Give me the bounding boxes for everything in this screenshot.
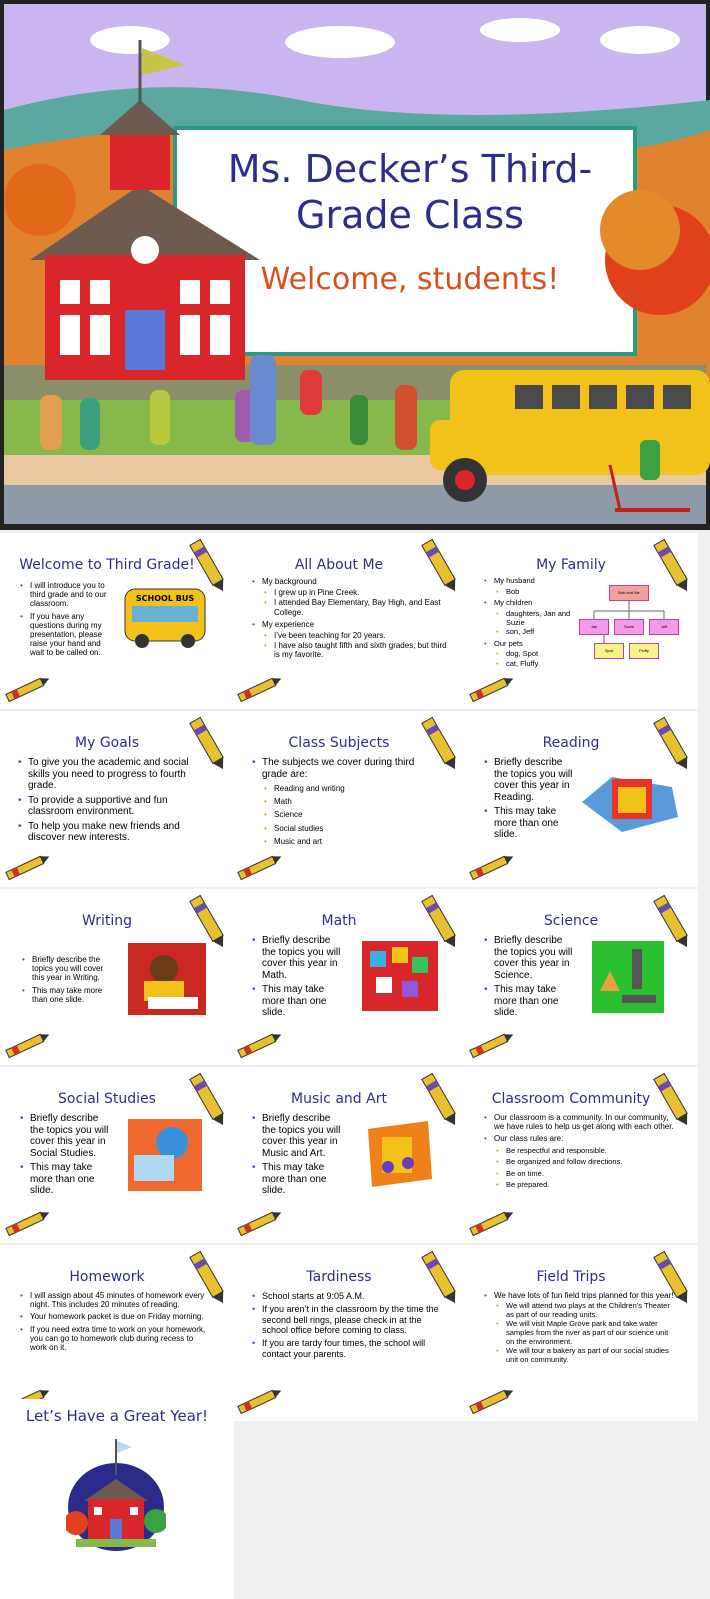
bullet-item: • To provide a supportive and fun classroom environment. (18, 795, 203, 818)
slide-all-about-me[interactable] (232, 533, 466, 709)
slide-title: Reading (542, 735, 600, 751)
sub-bullet-item: • Bob (494, 588, 579, 597)
sub-bullet-item: • Be respectful and responsible. (494, 1147, 674, 1156)
crayon-icon (234, 1209, 284, 1239)
crayon-icon (234, 1387, 284, 1417)
slide-title: All About Me (294, 557, 384, 573)
crayon-icon (2, 675, 52, 705)
sub-bullet-item: • son, Jeff (494, 628, 579, 637)
slide-bullets (18, 757, 203, 847)
bullet-item: • My experience • I’ve been teaching for 20 years. • I have also taught fifth and sixth grades, but third is my favorite. (252, 620, 447, 660)
bullet-item: • If you have any questions during my presentation, please raise your hand and wait to be called on. (20, 612, 112, 658)
sub-bullet-item: • We will visit Maple Grove park and take water samples from the river as part of our science unit on the environment. (494, 1320, 676, 1346)
slide-bullets (484, 1291, 676, 1368)
slide-title: Social Studies (58, 1091, 156, 1107)
sub-bullet-item: • I’ve been teaching for 20 years. (262, 631, 447, 640)
bullet-item: • My husband • Bob (484, 577, 579, 596)
slide-bullets (20, 1113, 115, 1200)
slide-science[interactable] (464, 889, 698, 1065)
slide-homework[interactable] (0, 1245, 234, 1421)
music-notes-icon (358, 1119, 438, 1191)
slide-social-studies[interactable] (0, 1067, 234, 1243)
slide-bullets (484, 935, 579, 1022)
sub-bullet-item: • I have also taught fifth and sixth grades, but third is my favorite. (262, 641, 447, 659)
slide-writing[interactable] (0, 889, 234, 1065)
slide-title: My Goals (75, 735, 139, 751)
sub-bullet-item: • I attended Bay Elementary, Bay High, and East College. (262, 598, 447, 616)
open-book-icon (582, 767, 678, 837)
crayon-icon (234, 675, 284, 705)
sub-bullet-item: • cat, Fluffy (494, 660, 579, 669)
bullet-item: • School starts at 9:05 A.M. (252, 1291, 442, 1301)
sub-bullet-item: • We will tour a bakery as part of our social studies unit on community. (494, 1347, 676, 1364)
crayon-icon (466, 1387, 516, 1417)
slide-my-goals[interactable] (0, 711, 234, 887)
slide-bullets (252, 1113, 347, 1200)
microscope-icon (592, 941, 664, 1013)
crayon-icon (2, 853, 52, 883)
slide-title: Field Trips (536, 1269, 606, 1285)
bullet-item: • Briefly describe the topics you will cover this year in Music and Art. (252, 1113, 347, 1159)
org-box-pet: Fluffy (629, 643, 659, 659)
sub-bullet-item: • Be prepared. (494, 1181, 674, 1190)
presentation-subtitle: Welcome, students! (260, 262, 560, 297)
org-box-pet: Spot (594, 643, 624, 659)
sub-bullet-item: • I grew up in Pine Creek. (262, 588, 447, 597)
sub-bullet-item: • Music and art (262, 837, 432, 846)
math-numbers-icon (362, 941, 438, 1011)
crayon-icon (466, 1209, 516, 1239)
bullet-item: • Our pets • dog, Spot • cat, Fluffy (484, 640, 579, 669)
bullet-item: • This may take more than one slide. (22, 986, 117, 1004)
sub-bullet-item: • Science (262, 810, 432, 819)
slide-title: Let’s Have a Great Year! (25, 1407, 209, 1425)
bullet-item: • Our classroom is a community. In our community, we have rules to help us get along with each other. (484, 1113, 674, 1131)
slide-title: Math (321, 913, 357, 929)
slide-classroom-community[interactable] (464, 1067, 698, 1243)
bullet-item: • Our class rules are: • Be respectful and responsible. • Be organized and follow directions. • Be on time. • Be prepared. (484, 1134, 674, 1190)
slide-bullets (252, 577, 447, 663)
slide-field-trips[interactable] (464, 1245, 698, 1421)
sub-bullet-item: • Social studies (262, 824, 432, 833)
bullet-item: • We have lots of fun field trips planned for this year! • We will attend two plays at the Children’s Theater as part of our reading units. • We will visit Maple Grove park and take water samples from the river as part of our science unit on the environment. • We will tour a bakery as part of our social studies unit on community. (484, 1291, 676, 1365)
crayon-icon (466, 675, 516, 705)
crayon-icon (466, 1031, 516, 1061)
slide-welcome[interactable] (0, 533, 234, 709)
slide-bullets (252, 1291, 442, 1362)
slide-bullets (484, 757, 574, 844)
slide-my-family[interactable] (464, 533, 698, 709)
slide-bullets (252, 757, 432, 850)
sub-bullet-item: • We will attend two plays at the Children’s Theater as part of our reading units. (494, 1302, 676, 1319)
title-slide[interactable] (0, 0, 710, 530)
bullet-item: • Briefly describe the topics you will cover this year in Writing. (22, 955, 117, 983)
slide-music-and-art[interactable] (232, 1067, 466, 1243)
slide-math[interactable] (232, 889, 466, 1065)
bullet-item: • This may take more than one slide. (252, 984, 342, 1019)
slide-bullets (252, 935, 342, 1022)
slide-tardiness[interactable] (232, 1245, 466, 1421)
slide-bullets (484, 577, 579, 672)
slide-reading[interactable] (464, 711, 698, 887)
bullet-item: • To give you the academic and social skills you need to progress to fourth grade. (18, 757, 203, 792)
crayon-icon (2, 1031, 52, 1061)
slide-title: Homework (69, 1269, 145, 1285)
crayon-icon (466, 853, 516, 883)
bullet-item: • This may take more than one slide. (252, 1162, 347, 1197)
schoolhouse-icon (66, 1435, 166, 1555)
presentation-title: Ms. Decker’s Third- Grade Class (227, 147, 593, 237)
slide-title: Tardiness (306, 1269, 372, 1285)
org-box-parents: Bob and Me (609, 585, 649, 601)
bullet-item: • This may take more than one slide. (484, 984, 579, 1019)
bullet-item: • If you need extra time to work on your homework, you can go to homework club during recess to work on it. (20, 1325, 210, 1353)
bullet-item: • I will assign about 45 minutes of homework every night. This includes 20 minutes of reading. (20, 1291, 210, 1309)
slide-title: Writing (82, 913, 132, 929)
sub-bullet-item: • Reading and writing (262, 784, 432, 793)
slide-class-subjects[interactable] (232, 711, 466, 887)
slide-title: Music and Art (291, 1091, 387, 1107)
bullet-item: • I will introduce you to third grade and to our classroom. (20, 581, 112, 609)
bullet-item: • If you aren’t in the classroom by the time the second bell rings, please check in at the school office before coming to class. (252, 1304, 442, 1335)
bus-sign-text: SCHOOL BUS (135, 594, 195, 603)
bullet-item: • To help you make new friends and discover new interests. (18, 821, 203, 844)
slide-title: Classroom Community (491, 1091, 651, 1107)
slide-title: Welcome to Third Grade! (19, 557, 195, 573)
bullet-item: • Briefly describe the topics you will cover this year in Reading. (484, 757, 574, 803)
bullet-item: • If you are tardy four times, the school will contact your parents. (252, 1338, 442, 1359)
globe-icon (128, 1119, 202, 1191)
slide-bullets (22, 955, 117, 1007)
slide-bullets (20, 581, 112, 661)
slide-title: My Family (536, 557, 606, 573)
sub-bullet-item: • daughters, Jan and Suzie (494, 610, 579, 627)
org-box-child: Suzie (614, 619, 644, 635)
writing-student-icon (128, 943, 206, 1015)
sub-bullet-item: • dog, Spot (494, 650, 579, 659)
slide-great-year[interactable] (0, 1399, 234, 1599)
slide-bullets (484, 1113, 674, 1193)
crayon-icon (652, 713, 692, 773)
sub-bullet-item: • Be organized and follow directions. (494, 1158, 674, 1167)
school-bus-icon (120, 581, 210, 651)
crayon-icon (2, 1209, 52, 1239)
sub-bullet-item: • Be on time. (494, 1170, 674, 1179)
bullet-item: • My background • I grew up in Pine Creek. • I attended Bay Elementary, Bay High, and East College. (252, 577, 447, 617)
bullet-item: • Briefly describe the topics you will cover this year in Math. (252, 935, 342, 981)
crayon-icon (188, 891, 228, 951)
bullet-item: • My children • daughters, Jan and Suzie • son, Jeff (484, 599, 579, 637)
crayon-icon (234, 853, 284, 883)
org-box-child: Jan (579, 619, 609, 635)
bullet-item: • This may take more than one slide. (484, 806, 574, 841)
sub-bullet-item: • Math (262, 797, 432, 806)
bullet-item: • Your homework packet is due on Friday morning. (20, 1312, 210, 1321)
slide-title: Science (543, 913, 599, 929)
bullet-item: • This may take more than one slide. (20, 1162, 115, 1197)
bullet-item: • The subjects we cover during third grade are: • Reading and writing • Math • Science • Social studies • Music and art (252, 757, 432, 846)
slide-title: Class Subjects (288, 735, 390, 751)
slide-bullets (20, 1291, 210, 1355)
bullet-item: • Briefly describe the topics you will cover this year in Social Studies. (20, 1113, 115, 1159)
bullet-item: • Briefly describe the topics you will cover this year in Science. (484, 935, 579, 981)
org-box-child: Jeff (649, 619, 679, 635)
crayon-icon (234, 1031, 284, 1061)
